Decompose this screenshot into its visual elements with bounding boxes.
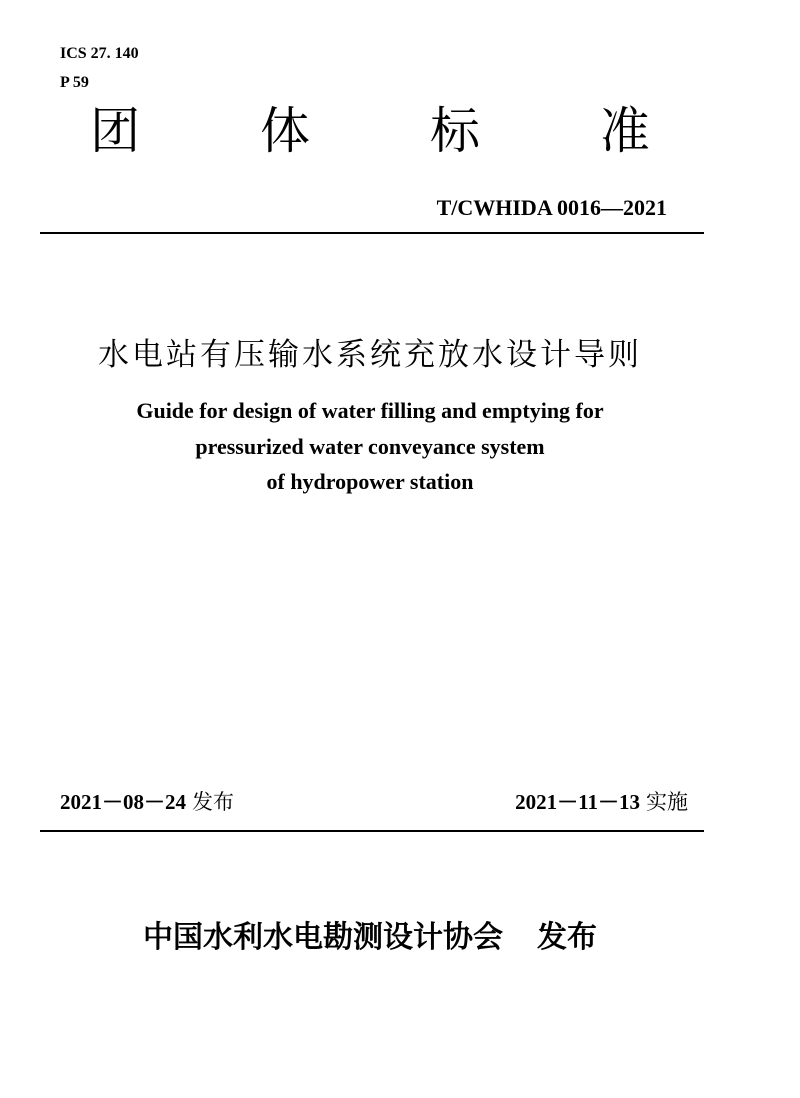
effective-label: 实施	[646, 790, 688, 814]
effective-date: 2021－11－13	[515, 790, 640, 814]
title-english-line-1: Guide for design of water filling and emptying for	[136, 398, 604, 423]
document-type-heading: 团 体 标 准	[90, 102, 702, 160]
effective-date-block	[515, 788, 688, 816]
publish-date-block	[60, 788, 234, 816]
title-english-line-3: of hydropower station	[266, 469, 474, 494]
publish-label: 发布	[192, 790, 234, 814]
publisher-action: 发布	[537, 920, 597, 955]
publisher-name: 中国水利水电勘测设计协会	[143, 920, 503, 955]
publish-date: 2021－08－24	[60, 790, 186, 814]
title-english-line-2: pressurized water conveyance system	[195, 434, 545, 459]
title-chinese: 水电站有压输水系统充放水设计导则	[98, 337, 642, 373]
standard-number: T/CWHIDA 0016—2021	[436, 195, 667, 220]
publisher-line	[0, 918, 740, 958]
bottom-divider	[40, 830, 704, 832]
top-divider	[40, 232, 704, 234]
ccs-code: P 59	[60, 74, 89, 91]
ics-code: ICS 27. 140	[60, 45, 139, 62]
